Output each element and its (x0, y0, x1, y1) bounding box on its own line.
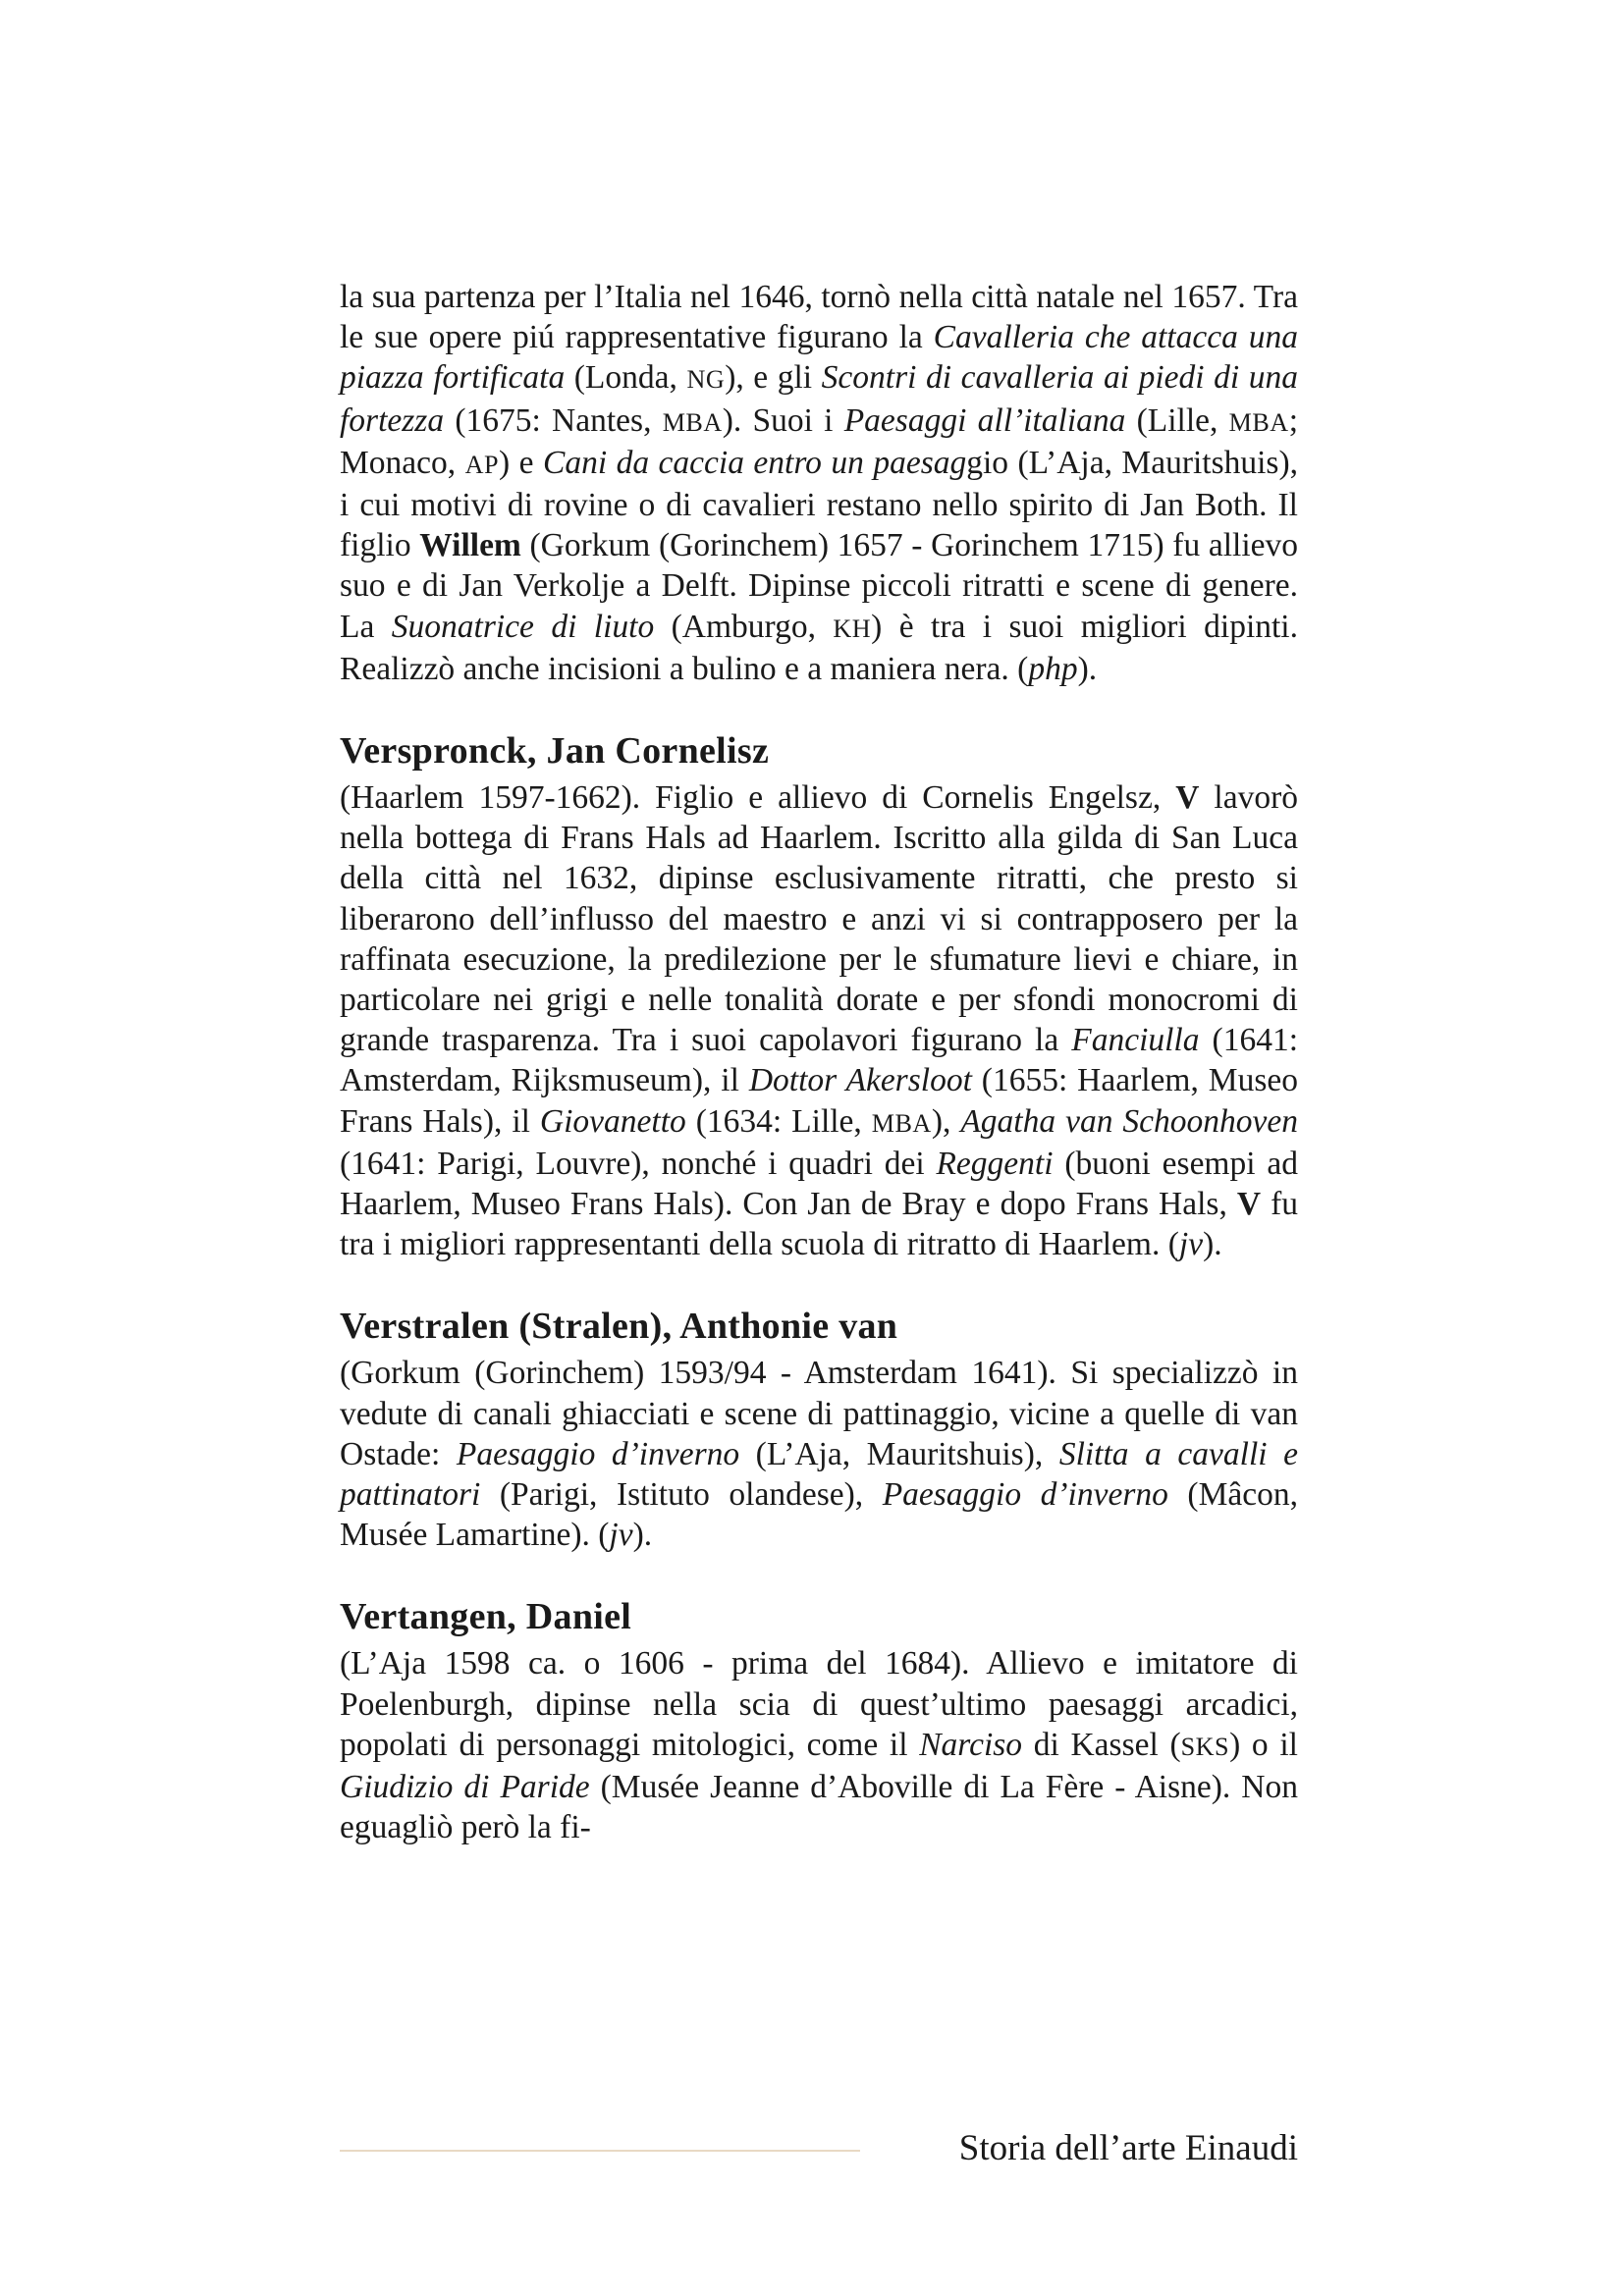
author-initials: php (1028, 650, 1078, 687)
bold-name: Willem (419, 527, 521, 564)
text-run: (1634: Lille, (685, 1102, 872, 1140)
text-run: (Gorkum (Gorinchem) 1657 - Gorinchem 1715) fu allievo suo e di Jan Verkolje a Delft. Dipinse piccoli ritratti e scene di genere. La (340, 527, 1299, 645)
author-initials: jv (1178, 1226, 1204, 1263)
text-run: ). Suoi i (722, 401, 844, 439)
text-run: ; Monaco, (340, 401, 1298, 481)
entry-heading: Vertangen, Daniel (340, 1596, 632, 1638)
artwork-title: Dottor Akersloot (748, 1062, 972, 1099)
artwork-title: Agatha van Schoonhoven (960, 1102, 1299, 1140)
text-run: (1655: Haarlem, Museo Frans Hals), il (340, 1062, 1298, 1140)
text-run: (L’Aja, Mauritshuis), (739, 1435, 1059, 1472)
artwork-title: Suonatrice di liuto (391, 608, 655, 645)
text-column (340, 277, 1298, 1890)
text-run: ). (632, 1517, 653, 1554)
text-run: (Londa, (565, 359, 687, 397)
entry-vertangen (340, 1596, 1298, 1847)
museum-abbreviation: AP (464, 450, 500, 479)
artwork-title: Cavalleria che attacca una piazza fortificata (340, 319, 1299, 397)
footer-divider (340, 2150, 860, 2152)
text-run: ), (931, 1102, 961, 1140)
museum-abbreviation: MBA (871, 1108, 932, 1138)
bold-name: V (1175, 779, 1200, 817)
entry-body (340, 1353, 1298, 1555)
text-run: (L’Aja 1598 ca. o 1606 - prima del 1684). Allievo e imitatore di Poelenburgh, dipinse nella scia di quest’ultimo paesaggi arcadici, popolati di personaggi mitologici, come il (340, 1645, 1298, 1763)
text-run: ). (1203, 1226, 1222, 1263)
text-run: fu tra i migliori rappresentanti della scuola di ritratto di Haarlem. ( (340, 1186, 1298, 1263)
entry-body (340, 777, 1298, 1264)
artwork-title: Paesaggi all’italiana (843, 401, 1126, 439)
author-initials: jv (609, 1517, 633, 1554)
footer-publication-title: Storia dell’arte Einaudi (958, 2128, 1298, 2168)
text-run: (Amburgo, (654, 608, 834, 645)
artwork-title: Paesaggio d’inverno (456, 1435, 740, 1472)
artwork-title: Cani da caccia entro un paesag (542, 444, 967, 481)
artwork-title: Scontri di cavalleria ai piedi di una fortezza (340, 359, 1298, 439)
entry-heading: Verspronck, Jan Cornelisz (340, 730, 770, 773)
text-run: (Mâcon, Musée Lamartine). ( (340, 1476, 1298, 1554)
page-footer (340, 2124, 1298, 2173)
text-run: ) e (499, 444, 543, 481)
text-run: ) o il (1229, 1726, 1298, 1763)
text-run: (1641: Amsterdam, Rijksmuseum), il (340, 1022, 1299, 1099)
artwork-title: Fanciulla (1071, 1022, 1200, 1059)
artwork-title: Giovanetto (539, 1102, 686, 1140)
bold-name: V (1236, 1186, 1262, 1223)
museum-abbreviation: MBA (1228, 407, 1289, 437)
text-run: (buoni esempi ad Haarlem, Museo Frans Hals). Con Jan de Bray e dopo Frans Hals, (340, 1145, 1298, 1223)
text-run: (Gorkum (Gorinchem) 1593/94 - Amsterdam 1641). Si specializzò in vedute di canali ghiacciati e scene di pattinaggio, vicine a quelle di van Ostade: (340, 1355, 1298, 1472)
text-run: (1675: Nantes, (444, 401, 663, 439)
museum-abbreviation: KH (833, 614, 872, 643)
continuation-paragraph (340, 277, 1298, 689)
text-run: ), e gli (725, 359, 822, 397)
entry-body (340, 1643, 1298, 1847)
text-run: (1641: Parigi, Louvre), nonché i quadri dei (340, 1145, 937, 1182)
entry-heading: Verstralen (Stralen), Anthonie van (340, 1306, 898, 1348)
artwork-title: Narciso (919, 1726, 1023, 1763)
text-run: ). (1077, 650, 1098, 687)
museum-abbreviation: NG (686, 365, 726, 395)
museum-abbreviation: SKS (1180, 1732, 1230, 1761)
text-run: gio (L’Aja, Mauritshuis), i cui motivi di rovine o di cavalieri restano nello spirito di Jan Both. Il figlio (340, 444, 1298, 564)
text-run: di Kassel ( (1022, 1726, 1181, 1763)
text-run: (Musée Jeanne d’Aboville di La Fère - Aisne). Non eguagliò però la fi- (340, 1769, 1298, 1846)
artwork-title: Slitta a cavalli e pattinatori (340, 1435, 1298, 1514)
artwork-title: Giudizio di Paride (340, 1769, 590, 1806)
text-run: ) è tra i suoi migliori dipinti. Realizzò anche incisioni a bulino e a maniera nera. ( (340, 608, 1298, 687)
text-run: (Haarlem 1597-1662). Figlio e allievo di Cornelis Engelsz, (340, 779, 1176, 817)
artwork-title: Paesaggio d’inverno (882, 1476, 1168, 1514)
artwork-title: Reggenti (936, 1145, 1054, 1182)
text-run: (Parigi, Istituto olandese), (480, 1476, 883, 1514)
entry-verspronck (340, 730, 1298, 1264)
text-run: la sua partenza per l’Italia nel 1646, tornò nella città natale nel 1657. Tra le sue opere piú rappresentative figurano la (340, 279, 1298, 356)
text-run: lavorò nella bottega di Frans Hals ad Haarlem. Iscritto alla gilda di San Luca della città nel 1632, dipinse esclusivamente ritratti, che presto si liberarono dell’influsso del maestro e anzi vi si contrapposero per la raffinata esecuzione, la predilezione per le sfumature lievi e chiare, in particolare nei grigi e nelle tonalità dorate e per sfondi monocromi di grande trasparenza. Tra i suoi capolavori figurano la (340, 779, 1298, 1059)
entry-verstralen (340, 1306, 1298, 1555)
museum-abbreviation: MBA (662, 407, 723, 437)
text-run: (Lille, (1125, 401, 1229, 439)
